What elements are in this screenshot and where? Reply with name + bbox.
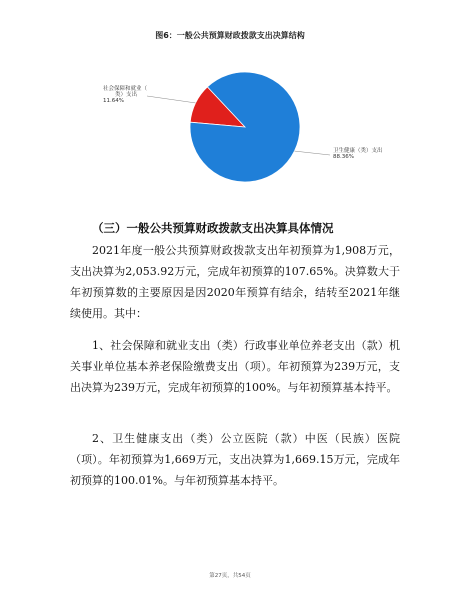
paragraph-summary: 2021年度一般公共预算财政拨款支出年初预算为1,908万元，支出决算为2,053.92万元，完成年初预算的107.65%。决算数大于年初预算数的主要原因是因2020年预算有结余，结转至2021年继续使用。其中： [70,244,400,320]
figure-title: 图6：一般公共预算财政拨款支出决算结构 [155,31,305,40]
leader-line-social-security [147,96,196,103]
pie-slices [190,72,300,182]
slice-label-social-line1: 社会保障和就业（ [103,86,148,92]
leader-line-health [294,151,330,155]
slice-label-health-name: 卫生健康（类）支出 [333,148,383,154]
slice-label-health-pct: 88.36% [333,154,354,160]
paragraph-social-security: 1、社会保障和就业支出（类）行政事业单位养老支出（款）机关事业单位基本养老保险缴费支出（项）。年初预算为239万元，支出决算为239万元，完成年初预算的100%。与年初预算基本持平。 [70,339,400,394]
section-heading: （三）一般公共预算财政拨款支出决算具体情况 [92,221,334,235]
paragraph-health: 2、卫生健康支出（类）公立医院（款）中医（民族）医院（项）。年初预算为1,669万元，支出决算为1,669.15万元，完成年初预算的100.01%。与年初预算基本持平。 [70,432,400,487]
slice-label-social-line2: 类）支出 [115,92,138,98]
page-footer: 第27页，共54页 [209,573,251,579]
slice-label-social-pct: 11.64% [103,98,124,104]
